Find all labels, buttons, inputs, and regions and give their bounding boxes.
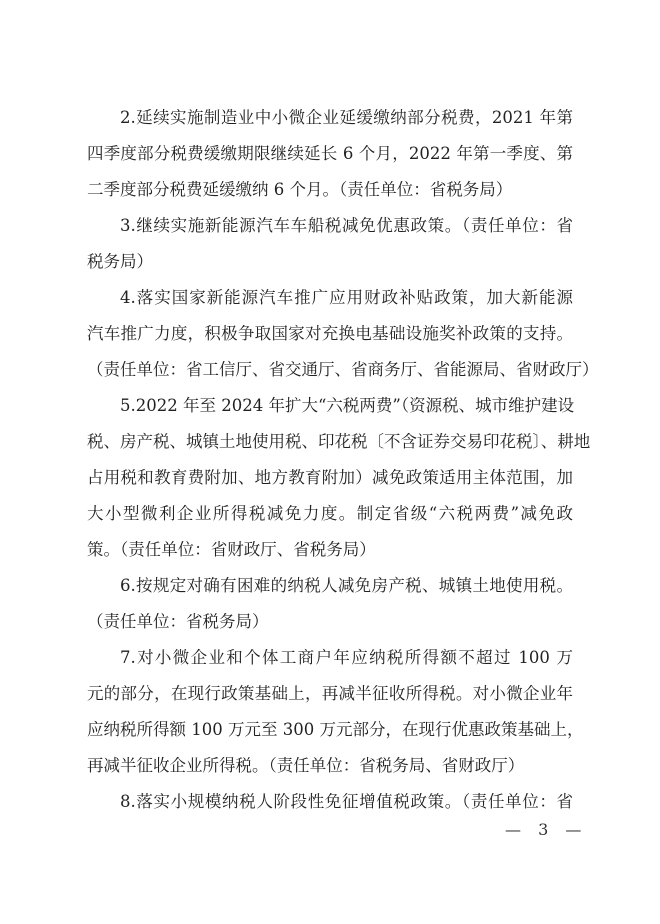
text-line: 3.继续实施新能源汽车车船税减免优惠政策。（责任单位：省	[120, 216, 573, 235]
text-line: （责任单位：省工信厅、省交通厅、省商务厅、省能源局、省财政厅）	[87, 360, 599, 379]
paragraph	[87, 644, 584, 788]
paragraph	[87, 788, 573, 824]
text-line: 大小型微利企业所得税减免力度。制定省级“六税两费”减免政	[87, 504, 573, 523]
text-line: 策。（责任单位：省财政厅、省税务局）	[87, 540, 376, 559]
text-line: 4.落实国家新能源汽车推广应用财政补贴政策，加大新能源	[120, 288, 573, 307]
page-number: — 3 —	[505, 820, 588, 839]
text-line: 占用税和教育费附加、地方教育附加）减免政策适用主体范围，加	[87, 468, 573, 487]
paragraph	[87, 212, 573, 284]
paragraph	[87, 284, 599, 392]
text-line: （责任单位：省税务局）	[87, 612, 269, 631]
text-line: 税、房产税、城镇土地使用税、印花税〔不含证券交易印花税〕、耕地	[87, 432, 591, 451]
text-line: 6.按规定对确有困难的纳税人减免房产税、城镇土地使用税。	[120, 576, 573, 595]
text-line: 2.延续实施制造业中小微企业延缓缴纳部分税费，2021 年第	[120, 108, 573, 127]
paragraph	[87, 392, 591, 572]
text-line: 7.对小微企业和个体工商户年应纳税所得额不超过 100 万	[120, 648, 573, 667]
paragraph	[87, 572, 573, 644]
text-line: 5.2022 年至 2024 年扩大“六税两费”（资源税、城市维护建设	[120, 396, 575, 415]
text-line: 应纳税所得额 100 万元至 300 万元部分，在现行优惠政策基础上，	[87, 720, 584, 739]
text-line: 元的部分，在现行政策基础上，再减半征收所得税。对小微企业年	[87, 684, 573, 703]
text-line: 再减半征收企业所得税。（责任单位：省税务局、省财政厅）	[87, 756, 525, 775]
text-line: 税务局）	[87, 252, 153, 271]
text-line: 8.落实小规模纳税人阶段性免征增值税政策。（责任单位：省	[120, 792, 573, 811]
paragraph	[87, 104, 573, 212]
document-body	[87, 104, 599, 824]
text-line: 二季度部分税费延缓缴纳 6 个月。（责任单位：省税务局）	[87, 180, 513, 199]
text-line: 汽车推广力度，积极争取国家对充换电基础设施奖补政策的支持。	[87, 324, 573, 343]
text-line: 四季度部分税费缓缴期限继续延长 6 个月，2022 年第一季度、第	[87, 144, 573, 163]
